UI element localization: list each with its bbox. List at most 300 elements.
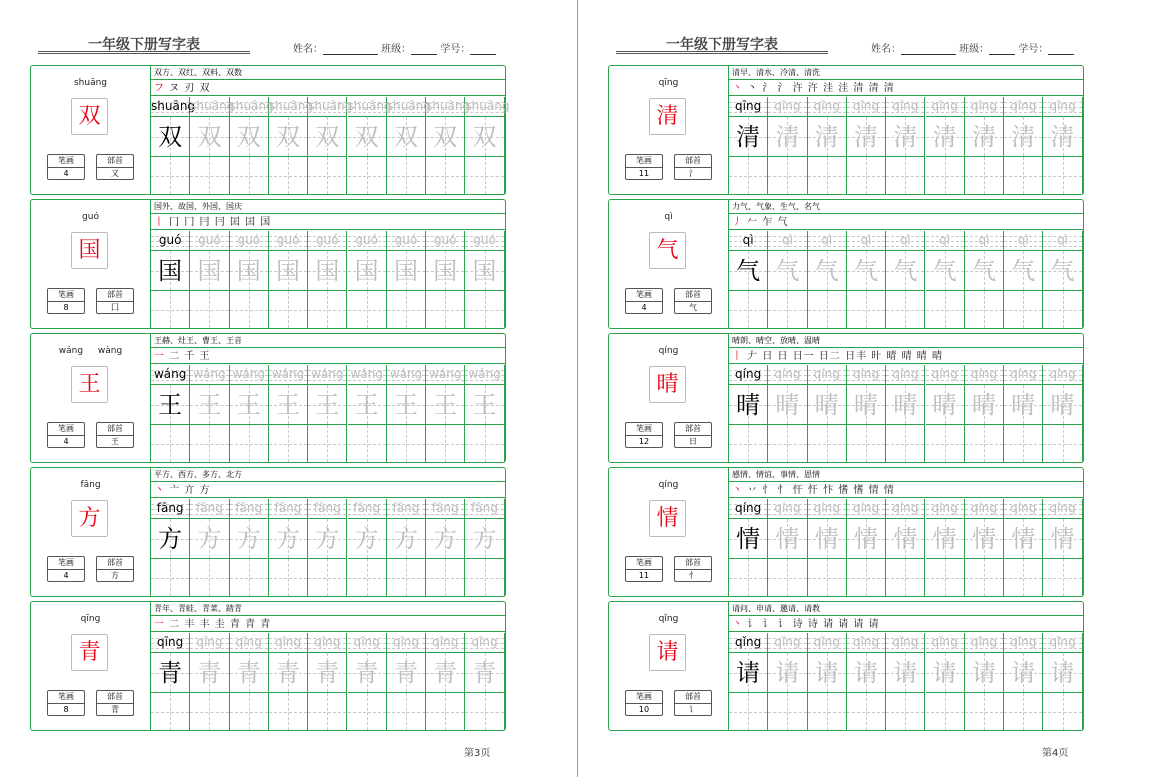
character-cell[interactable]	[808, 653, 847, 693]
blank-cell[interactable]	[847, 291, 886, 328]
pinyin-cell[interactable]	[426, 633, 465, 653]
guide-line	[827, 693, 828, 730]
pinyin-cell[interactable]	[387, 365, 426, 385]
character-cell[interactable]	[768, 251, 807, 291]
blank-cell[interactable]	[729, 157, 768, 194]
character-cell[interactable]	[151, 653, 190, 693]
trace-character: 王	[433, 391, 458, 419]
blank-cell[interactable]	[230, 291, 269, 328]
blank-cell[interactable]	[965, 425, 1004, 462]
character-cell[interactable]	[230, 653, 269, 693]
pinyin-cell[interactable]	[965, 633, 1004, 653]
character-cell[interactable]	[465, 117, 504, 157]
pinyin-cell[interactable]	[1043, 231, 1082, 251]
blank-cell[interactable]	[308, 157, 347, 194]
blank-cell[interactable]	[926, 291, 965, 328]
blank-cell[interactable]	[308, 425, 347, 462]
pinyin-cell[interactable]	[808, 499, 847, 519]
pinyin-cell[interactable]	[151, 633, 190, 653]
character-cell[interactable]	[387, 385, 426, 425]
character-cell[interactable]	[190, 653, 229, 693]
pinyin-cell[interactable]	[348, 231, 387, 251]
character-cell[interactable]	[151, 117, 190, 157]
blank-cell[interactable]	[269, 425, 308, 462]
pinyin-cell[interactable]	[387, 633, 426, 653]
character-cell[interactable]	[808, 519, 847, 559]
pinyin-cell[interactable]	[886, 499, 925, 519]
pinyin-cell[interactable]	[426, 499, 465, 519]
blank-cell[interactable]	[847, 425, 886, 462]
pinyin-cell[interactable]	[768, 231, 807, 251]
pinyin-cell[interactable]	[847, 97, 886, 117]
blank-cell[interactable]	[190, 157, 229, 194]
blank-cell[interactable]	[426, 291, 465, 328]
blank-cell[interactable]	[151, 425, 190, 462]
pinyin-cell[interactable]	[808, 97, 847, 117]
pinyin-cell[interactable]	[269, 499, 308, 519]
blank-cell[interactable]	[269, 157, 308, 194]
blank-cell[interactable]	[768, 291, 807, 328]
character-cell[interactable]	[768, 653, 807, 693]
blank-cell[interactable]	[387, 291, 426, 328]
trace-character: 国	[393, 257, 418, 285]
blank-cell[interactable]	[768, 559, 807, 596]
blank-cell[interactable]	[151, 559, 190, 596]
character-cell[interactable]	[348, 251, 387, 291]
blank-cell[interactable]	[886, 291, 925, 328]
character-cell[interactable]	[151, 385, 190, 425]
character-cell[interactable]	[926, 117, 965, 157]
guide-line	[905, 559, 906, 596]
student-number-field[interactable]	[1048, 44, 1074, 55]
pinyin-cell[interactable]	[230, 231, 269, 251]
blank-cell[interactable]	[1004, 157, 1043, 194]
pinyin-cell[interactable]	[1004, 499, 1043, 519]
blank-cell[interactable]	[926, 693, 965, 730]
pinyin-cell[interactable]	[1004, 365, 1043, 385]
pinyin-cell[interactable]	[348, 633, 387, 653]
pinyin-cell[interactable]	[729, 97, 768, 117]
blank-cell[interactable]	[1043, 693, 1082, 730]
blank-cell[interactable]	[190, 291, 229, 328]
pinyin-cell[interactable]	[151, 97, 196, 117]
character-cell[interactable]	[965, 519, 1004, 559]
pinyin-cell[interactable]	[151, 365, 190, 385]
pinyin-cell[interactable]	[768, 97, 807, 117]
blank-cell[interactable]	[426, 425, 465, 462]
character-cell[interactable]	[308, 385, 347, 425]
character-cell[interactable]	[230, 251, 269, 291]
blank-cell[interactable]	[965, 157, 1004, 194]
title-underline	[38, 51, 250, 54]
class-field[interactable]	[411, 44, 437, 55]
character-cell[interactable]	[269, 653, 308, 693]
blank-cell[interactable]	[308, 559, 347, 596]
character-cell[interactable]	[847, 251, 886, 291]
blank-cell[interactable]	[308, 693, 347, 730]
pinyin-cell[interactable]	[1004, 231, 1043, 251]
blank-cell[interactable]	[926, 425, 965, 462]
pinyin-cell[interactable]	[729, 499, 768, 519]
pinyin-cell[interactable]	[308, 633, 347, 653]
character-cell[interactable]	[426, 385, 465, 425]
pinyin-cell[interactable]	[886, 365, 925, 385]
trace-pinyin: shuāng	[347, 99, 392, 113]
character-cell[interactable]	[465, 653, 504, 693]
blank-cell[interactable]	[269, 291, 308, 328]
blank-cell[interactable]	[465, 425, 504, 462]
blank-cell[interactable]	[729, 291, 768, 328]
pinyin-cell[interactable]	[926, 365, 965, 385]
blank-cell[interactable]	[348, 291, 387, 328]
character-cell[interactable]	[1043, 653, 1082, 693]
blank-cell[interactable]	[965, 559, 1004, 596]
blank-cell[interactable]	[151, 693, 190, 730]
character-cell[interactable]	[886, 117, 925, 157]
pinyin-cell[interactable]	[926, 499, 965, 519]
blank-cell[interactable]	[768, 425, 807, 462]
blank-cell[interactable]	[190, 693, 229, 730]
pinyin-cell[interactable]	[230, 633, 269, 653]
character-cell[interactable]	[190, 519, 229, 559]
pinyin-cell[interactable]	[465, 499, 504, 519]
pinyin-cell[interactable]	[151, 499, 190, 519]
character-cell[interactable]	[348, 519, 387, 559]
pinyin-cell[interactable]	[886, 97, 925, 117]
character-cell[interactable]	[348, 385, 387, 425]
character-cell[interactable]	[308, 251, 347, 291]
pinyin-cell[interactable]	[1043, 499, 1082, 519]
character-cell[interactable]	[808, 251, 847, 291]
character-cell[interactable]	[426, 653, 465, 693]
pinyin-cell[interactable]	[847, 365, 886, 385]
trace-character: 晴	[893, 391, 918, 419]
pinyin-cell[interactable]	[886, 633, 925, 653]
character-cell[interactable]	[808, 385, 847, 425]
character-cell[interactable]	[348, 653, 387, 693]
character-cell[interactable]	[768, 117, 807, 157]
blank-cell[interactable]	[926, 157, 965, 194]
blank-cell[interactable]	[965, 291, 1004, 328]
character-cell[interactable]	[308, 653, 347, 693]
character-cell[interactable]	[230, 117, 269, 157]
character-cell[interactable]	[729, 653, 768, 693]
blank-cell[interactable]	[151, 291, 190, 328]
character-cell[interactable]	[269, 519, 308, 559]
pinyin-cell[interactable]	[768, 633, 807, 653]
character-cell[interactable]	[269, 251, 308, 291]
blank-cell[interactable]	[230, 693, 269, 730]
blank-cell[interactable]	[465, 559, 504, 596]
blank-cell[interactable]	[230, 559, 269, 596]
blank-cell[interactable]	[926, 559, 965, 596]
name-field[interactable]	[323, 44, 378, 55]
blank-cell[interactable]	[768, 693, 807, 730]
character-cell[interactable]	[886, 385, 925, 425]
character-cell[interactable]	[847, 519, 886, 559]
character-cell[interactable]	[847, 385, 886, 425]
character-cell[interactable]	[465, 385, 504, 425]
pinyin-cell[interactable]	[348, 365, 387, 385]
stroke-order	[729, 483, 1083, 498]
blank-cell[interactable]	[729, 693, 768, 730]
blank-cell[interactable]	[465, 693, 504, 730]
character-cell[interactable]	[426, 251, 465, 291]
class-field[interactable]	[989, 44, 1015, 55]
character-cell[interactable]	[190, 117, 229, 157]
pinyin-cell[interactable]	[308, 97, 353, 117]
pinyin-cell[interactable]	[926, 231, 965, 251]
stroke-order-first: 丶	[732, 485, 743, 496]
character-cell[interactable]	[230, 385, 269, 425]
pinyin-cell[interactable]	[965, 499, 1004, 519]
pinyin-cell[interactable]	[230, 365, 269, 385]
pinyin-cell[interactable]	[1043, 97, 1082, 117]
blank-cell[interactable]	[808, 559, 847, 596]
blank-cell[interactable]	[1004, 291, 1043, 328]
blank-cell[interactable]	[847, 157, 886, 194]
blank-cell[interactable]	[886, 425, 925, 462]
blank-cell[interactable]	[847, 693, 886, 730]
pinyin-cell[interactable]	[926, 97, 965, 117]
blank-cell[interactable]	[230, 157, 269, 194]
blank-cell[interactable]	[387, 425, 426, 462]
blank-cell[interactable]	[768, 157, 807, 194]
blank-cell[interactable]	[808, 291, 847, 328]
stroke-order-first: 丶	[154, 485, 165, 496]
pinyin-cell[interactable]	[1004, 97, 1043, 117]
pinyin-cell[interactable]	[308, 499, 347, 519]
trace-character: 气	[1050, 257, 1075, 285]
pinyin-cell[interactable]	[729, 365, 768, 385]
character-cell[interactable]	[768, 385, 807, 425]
trace-character: 王	[393, 391, 418, 419]
blank-cell[interactable]	[729, 425, 768, 462]
pinyin-cell[interactable]	[465, 633, 504, 653]
pinyin-cell[interactable]	[426, 97, 471, 117]
character-cell[interactable]	[886, 251, 925, 291]
character-cell[interactable]	[426, 117, 465, 157]
character-cell[interactable]	[348, 117, 387, 157]
blank-cell[interactable]	[1043, 157, 1082, 194]
character-cell[interactable]	[729, 385, 768, 425]
blank-cell[interactable]	[308, 291, 347, 328]
blank-cell[interactable]	[886, 559, 925, 596]
character-cell[interactable]	[768, 519, 807, 559]
character-cell[interactable]	[1004, 653, 1043, 693]
blank-cell[interactable]	[190, 559, 229, 596]
pinyin-cell[interactable]	[308, 365, 347, 385]
blank-cell[interactable]	[1004, 425, 1043, 462]
character-cell[interactable]	[1043, 519, 1082, 559]
pinyin-cell[interactable]	[965, 231, 1004, 251]
pinyin-cell[interactable]	[847, 231, 886, 251]
character-cell[interactable]	[926, 653, 965, 693]
blank-cell[interactable]	[151, 157, 190, 194]
pinyin-cell[interactable]	[1043, 365, 1082, 385]
trace-pinyin: qǐng	[892, 635, 919, 649]
character-cell[interactable]	[965, 385, 1004, 425]
character-cell[interactable]	[190, 385, 229, 425]
blank-cell[interactable]	[465, 157, 504, 194]
pinyin-cell[interactable]	[465, 97, 510, 117]
sample-character: 青	[158, 659, 183, 687]
character-cell[interactable]	[965, 653, 1004, 693]
character-cell[interactable]	[387, 251, 426, 291]
blank-cell[interactable]	[729, 559, 768, 596]
blank-cell[interactable]	[1043, 425, 1082, 462]
blank-cell[interactable]	[190, 425, 229, 462]
character-cell[interactable]	[387, 653, 426, 693]
trace-character: 请	[932, 659, 957, 687]
pinyin-cell[interactable]	[269, 231, 308, 251]
character-cell[interactable]	[387, 519, 426, 559]
character-cell[interactable]	[465, 251, 504, 291]
character-cell[interactable]	[886, 653, 925, 693]
blank-cell[interactable]	[847, 559, 886, 596]
character-cell[interactable]	[847, 117, 886, 157]
character-cell[interactable]	[387, 117, 426, 157]
blank-cell[interactable]	[426, 559, 465, 596]
pinyin-cell[interactable]	[1043, 633, 1082, 653]
character-cell[interactable]	[1004, 117, 1043, 157]
pinyin-cell[interactable]	[190, 365, 229, 385]
blank-cell[interactable]	[808, 425, 847, 462]
blank-cell[interactable]	[426, 157, 465, 194]
character-cell[interactable]	[729, 117, 768, 157]
blank-cell[interactable]	[387, 693, 426, 730]
student-number-field[interactable]	[470, 44, 496, 55]
character-cell[interactable]	[965, 251, 1004, 291]
blank-cell[interactable]	[348, 157, 387, 194]
character-cell[interactable]	[230, 519, 269, 559]
blank-cell[interactable]	[1043, 559, 1082, 596]
pinyin-cell[interactable]	[426, 231, 465, 251]
character-cell[interactable]	[847, 653, 886, 693]
pinyin-cell[interactable]	[387, 231, 426, 251]
blank-cell[interactable]	[965, 693, 1004, 730]
model-character: 青	[71, 634, 108, 671]
pinyin-cell[interactable]	[268, 97, 313, 117]
pinyin-cell[interactable]	[926, 633, 965, 653]
character-cell[interactable]	[1043, 117, 1082, 157]
character-cell[interactable]	[729, 519, 768, 559]
character-cell[interactable]	[151, 519, 190, 559]
pinyin-cell[interactable]	[151, 231, 190, 251]
blank-cell[interactable]	[348, 693, 387, 730]
blank-cell[interactable]	[1004, 693, 1043, 730]
stroke-order-rest: 𠂇 日 日 日一 日二 日丰 旪 晴 晴 晴 晴	[743, 351, 943, 362]
pinyin-cell[interactable]	[1004, 633, 1043, 653]
pinyin-cell[interactable]	[465, 231, 504, 251]
blank-cell[interactable]	[387, 559, 426, 596]
pinyin-cell[interactable]	[269, 633, 308, 653]
blank-cell[interactable]	[465, 291, 504, 328]
character-cell[interactable]	[1004, 385, 1043, 425]
character-cell[interactable]	[308, 117, 347, 157]
pinyin-cell[interactable]	[847, 499, 886, 519]
character-cell[interactable]	[926, 385, 965, 425]
character-cell[interactable]	[269, 385, 308, 425]
guide-line	[288, 559, 289, 596]
blank-cell[interactable]	[1043, 291, 1082, 328]
pinyin-cell[interactable]	[387, 499, 426, 519]
blank-cell[interactable]	[269, 559, 308, 596]
pinyin-cell[interactable]	[808, 633, 847, 653]
blank-cell[interactable]	[269, 693, 308, 730]
pinyin-cell[interactable]	[348, 499, 387, 519]
blank-cell[interactable]	[426, 693, 465, 730]
pinyin-cell[interactable]	[190, 633, 229, 653]
blank-cell[interactable]	[348, 425, 387, 462]
character-cell[interactable]	[965, 117, 1004, 157]
pinyin-cell[interactable]	[426, 365, 465, 385]
character-cell[interactable]	[151, 251, 190, 291]
character-cell[interactable]	[269, 117, 308, 157]
blank-cell[interactable]	[886, 157, 925, 194]
blank-cell[interactable]	[348, 559, 387, 596]
blank-cell[interactable]	[1004, 559, 1043, 596]
blank-cell[interactable]	[230, 425, 269, 462]
character-cell[interactable]	[1043, 251, 1082, 291]
trace-pinyin: qíng	[931, 501, 958, 515]
pinyin-cell[interactable]	[190, 97, 235, 117]
pinyin-cell[interactable]	[886, 231, 925, 251]
trace-character: 国	[197, 257, 222, 285]
character-cell[interactable]	[886, 519, 925, 559]
character-cell[interactable]	[729, 251, 768, 291]
blank-cell[interactable]	[387, 157, 426, 194]
character-cell[interactable]	[1004, 251, 1043, 291]
example-words: 力气、气象、生气、名气	[729, 200, 1083, 214]
pinyin-cell[interactable]	[808, 231, 847, 251]
trace-character: 国	[315, 257, 340, 285]
pinyin-cell[interactable]	[965, 365, 1004, 385]
pinyin-cell[interactable]	[229, 97, 274, 117]
pinyin-cell[interactable]	[768, 365, 807, 385]
pinyin-cell[interactable]	[465, 365, 504, 385]
pinyin-cell[interactable]	[768, 499, 807, 519]
character-cell[interactable]	[926, 519, 965, 559]
pinyin-cell[interactable]	[269, 365, 308, 385]
pinyin-cell[interactable]	[965, 97, 1004, 117]
pinyin-cell[interactable]	[347, 97, 392, 117]
character-cell[interactable]	[308, 519, 347, 559]
name-field[interactable]	[901, 44, 956, 55]
pinyin-cell[interactable]	[230, 499, 269, 519]
character-cell[interactable]	[190, 251, 229, 291]
character-cell[interactable]	[926, 251, 965, 291]
character-cell[interactable]	[1004, 519, 1043, 559]
character-cell[interactable]	[808, 117, 847, 157]
blank-cell[interactable]	[808, 693, 847, 730]
character-cell[interactable]	[426, 519, 465, 559]
pinyin-cell[interactable]	[308, 231, 347, 251]
blank-cell[interactable]	[808, 157, 847, 194]
pinyin-cell[interactable]	[190, 499, 229, 519]
pinyin-cell[interactable]	[729, 231, 768, 251]
pinyin-cell[interactable]	[847, 633, 886, 653]
character-cell[interactable]	[1043, 385, 1082, 425]
trace-character: 情	[1050, 525, 1075, 553]
character-cell[interactable]	[465, 519, 504, 559]
pinyin-cell[interactable]	[808, 365, 847, 385]
pinyin-cell[interactable]	[190, 231, 229, 251]
blank-cell[interactable]	[886, 693, 925, 730]
pinyin-cell[interactable]	[729, 633, 768, 653]
pinyin-cell[interactable]	[386, 97, 431, 117]
guide-line	[288, 425, 289, 462]
